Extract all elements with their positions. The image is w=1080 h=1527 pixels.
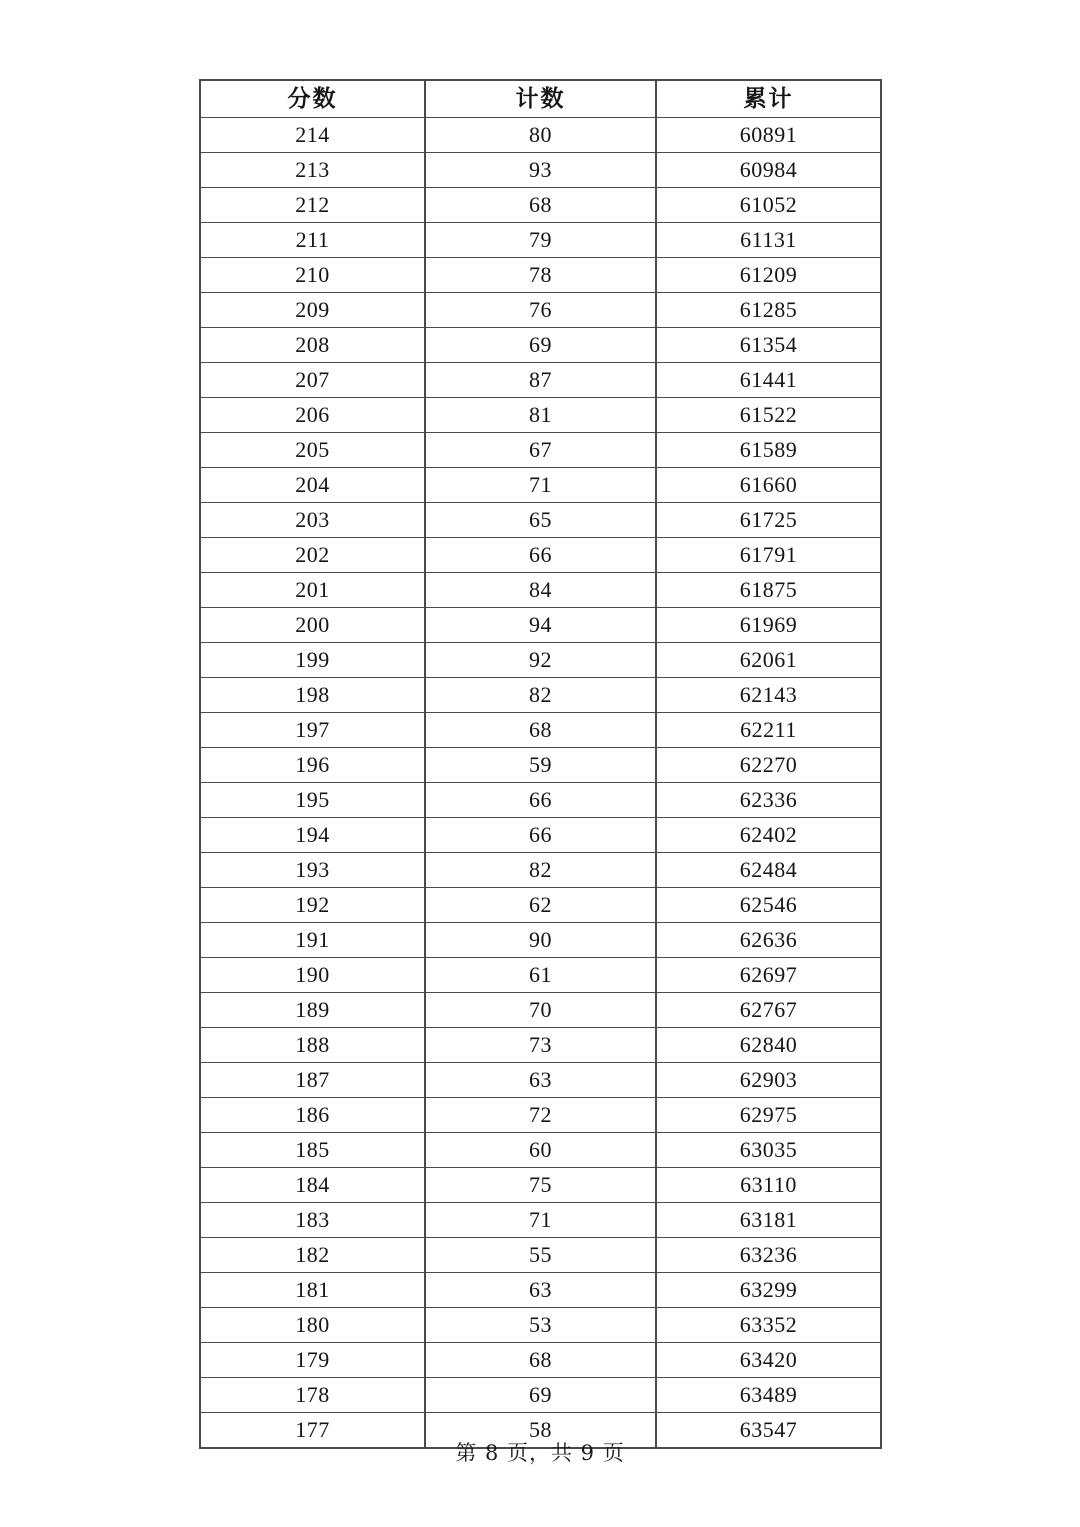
cell-count: 71: [425, 1203, 656, 1238]
cell-count: 70: [425, 993, 656, 1028]
table-row: [200, 1273, 881, 1308]
page-footer: [0, 1437, 1080, 1467]
cell-cumulative: 61589: [656, 433, 881, 468]
cell-count: 80: [425, 118, 656, 153]
table-header-row: [200, 80, 881, 118]
cell-cumulative: 62336: [656, 783, 881, 818]
cell-score: 202: [200, 538, 425, 573]
cell-score: 180: [200, 1308, 425, 1343]
cell-score: 185: [200, 1133, 425, 1168]
cell-cumulative: 61052: [656, 188, 881, 223]
table-row: [200, 188, 881, 223]
table-row: [200, 678, 881, 713]
cell-count: 65: [425, 503, 656, 538]
cell-cumulative: 61875: [656, 573, 881, 608]
cell-count: 58: [425, 1413, 656, 1449]
cell-count: 78: [425, 258, 656, 293]
table-row: [200, 328, 881, 363]
cell-score: 177: [200, 1413, 425, 1449]
table-row: [200, 1308, 881, 1343]
cell-count: 71: [425, 468, 656, 503]
cell-cumulative: 61791: [656, 538, 881, 573]
cell-cumulative: 62270: [656, 748, 881, 783]
cell-count: 66: [425, 783, 656, 818]
table-row: [200, 153, 881, 188]
table-row: [200, 643, 881, 678]
table-row: [200, 118, 881, 153]
cell-score: 201: [200, 573, 425, 608]
cell-score: 194: [200, 818, 425, 853]
cell-cumulative: 61209: [656, 258, 881, 293]
cell-cumulative: 61969: [656, 608, 881, 643]
table-row: [200, 1098, 881, 1133]
cell-count: 92: [425, 643, 656, 678]
table-row: [200, 888, 881, 923]
table-row: [200, 993, 881, 1028]
cell-count: 72: [425, 1098, 656, 1133]
table-row: [200, 783, 881, 818]
table-row: [200, 1063, 881, 1098]
cell-count: 59: [425, 748, 656, 783]
cell-cumulative: 61660: [656, 468, 881, 503]
cell-score: 182: [200, 1238, 425, 1273]
table-row: [200, 538, 881, 573]
cell-count: 75: [425, 1168, 656, 1203]
cell-score: 191: [200, 923, 425, 958]
cell-score: 197: [200, 713, 425, 748]
cell-cumulative: 62484: [656, 853, 881, 888]
cell-score: 205: [200, 433, 425, 468]
cell-cumulative: 62143: [656, 678, 881, 713]
cell-count: 81: [425, 398, 656, 433]
cell-cumulative: 62402: [656, 818, 881, 853]
cell-score: 189: [200, 993, 425, 1028]
cell-score: 196: [200, 748, 425, 783]
cell-count: 93: [425, 153, 656, 188]
cell-score: 210: [200, 258, 425, 293]
cell-cumulative: 61354: [656, 328, 881, 363]
cell-score: 204: [200, 468, 425, 503]
cell-cumulative: 62697: [656, 958, 881, 993]
table-row: [200, 818, 881, 853]
cell-score: 207: [200, 363, 425, 398]
table-row: [200, 713, 881, 748]
cell-count: 68: [425, 1343, 656, 1378]
cell-count: 66: [425, 818, 656, 853]
cell-cumulative: 62975: [656, 1098, 881, 1133]
cell-cumulative: 61441: [656, 363, 881, 398]
column-header-count: 计数: [425, 80, 656, 118]
cell-score: 187: [200, 1063, 425, 1098]
cell-cumulative: 62546: [656, 888, 881, 923]
cell-count: 55: [425, 1238, 656, 1273]
cell-cumulative: 61725: [656, 503, 881, 538]
cell-score: 193: [200, 853, 425, 888]
cell-cumulative: 62840: [656, 1028, 881, 1063]
cell-score: 190: [200, 958, 425, 993]
cell-score: 208: [200, 328, 425, 363]
cell-cumulative: 63110: [656, 1168, 881, 1203]
table-row: [200, 1133, 881, 1168]
table-row: [200, 398, 881, 433]
cell-cumulative: 63299: [656, 1273, 881, 1308]
cell-cumulative: 62061: [656, 643, 881, 678]
table-row: [200, 748, 881, 783]
cell-count: 84: [425, 573, 656, 608]
table-row: [200, 1028, 881, 1063]
cell-score: 183: [200, 1203, 425, 1238]
cell-count: 76: [425, 293, 656, 328]
table-body: [200, 118, 881, 1449]
cell-cumulative: 62636: [656, 923, 881, 958]
cell-score: 184: [200, 1168, 425, 1203]
cell-count: 69: [425, 1378, 656, 1413]
cell-score: 206: [200, 398, 425, 433]
cell-cumulative: 60984: [656, 153, 881, 188]
cell-score: 209: [200, 293, 425, 328]
cell-cumulative: 60891: [656, 118, 881, 153]
table-row: [200, 958, 881, 993]
cell-count: 69: [425, 328, 656, 363]
cell-cumulative: 63352: [656, 1308, 881, 1343]
table-header: [200, 80, 881, 118]
cell-cumulative: 63236: [656, 1238, 881, 1273]
cell-score: 199: [200, 643, 425, 678]
cell-count: 79: [425, 223, 656, 258]
cell-score: 211: [200, 223, 425, 258]
column-header-score: 分数: [200, 80, 425, 118]
cell-score: 186: [200, 1098, 425, 1133]
cell-count: 62: [425, 888, 656, 923]
table-row: [200, 1343, 881, 1378]
cell-count: 60: [425, 1133, 656, 1168]
cell-count: 66: [425, 538, 656, 573]
cell-count: 90: [425, 923, 656, 958]
cell-cumulative: 61285: [656, 293, 881, 328]
cell-score: 214: [200, 118, 425, 153]
cell-count: 53: [425, 1308, 656, 1343]
table-row: [200, 853, 881, 888]
cell-cumulative: 61522: [656, 398, 881, 433]
page-number-text: 第 8 页，共 9 页: [455, 1441, 625, 1465]
cell-count: 68: [425, 188, 656, 223]
cell-count: 73: [425, 1028, 656, 1063]
table-row: [200, 608, 881, 643]
table-row: [200, 1203, 881, 1238]
cell-count: 61: [425, 958, 656, 993]
table-row: [200, 363, 881, 398]
cell-count: 87: [425, 363, 656, 398]
cell-score: 203: [200, 503, 425, 538]
cell-cumulative: 63181: [656, 1203, 881, 1238]
cell-score: 195: [200, 783, 425, 818]
score-distribution-table-container: [199, 79, 880, 1449]
cell-score: 192: [200, 888, 425, 923]
cell-score: 198: [200, 678, 425, 713]
table-row: [200, 293, 881, 328]
cell-score: 212: [200, 188, 425, 223]
cell-score: 200: [200, 608, 425, 643]
cell-cumulative: 63547: [656, 1413, 881, 1449]
cell-cumulative: 63035: [656, 1133, 881, 1168]
cell-count: 82: [425, 678, 656, 713]
column-header-cumulative: 累计: [656, 80, 881, 118]
cell-score: 188: [200, 1028, 425, 1063]
cell-cumulative: 63420: [656, 1343, 881, 1378]
table-row: [200, 258, 881, 293]
cell-count: 94: [425, 608, 656, 643]
cell-count: 82: [425, 853, 656, 888]
table-row: [200, 1378, 881, 1413]
table-row: [200, 433, 881, 468]
table-row: [200, 923, 881, 958]
table-row: [200, 503, 881, 538]
cell-cumulative: 63489: [656, 1378, 881, 1413]
cell-score: 181: [200, 1273, 425, 1308]
table-row: [200, 223, 881, 258]
cell-cumulative: 62903: [656, 1063, 881, 1098]
table-row: [200, 468, 881, 503]
cell-count: 68: [425, 713, 656, 748]
cell-score: 178: [200, 1378, 425, 1413]
table-row: [200, 1168, 881, 1203]
table-row: [200, 573, 881, 608]
cell-cumulative: 61131: [656, 223, 881, 258]
cell-cumulative: 62767: [656, 993, 881, 1028]
cell-count: 63: [425, 1273, 656, 1308]
cell-cumulative: 62211: [656, 713, 881, 748]
cell-score: 179: [200, 1343, 425, 1378]
table-row: [200, 1238, 881, 1273]
cell-count: 67: [425, 433, 656, 468]
score-distribution-table: [199, 79, 882, 1449]
cell-score: 213: [200, 153, 425, 188]
cell-count: 63: [425, 1063, 656, 1098]
